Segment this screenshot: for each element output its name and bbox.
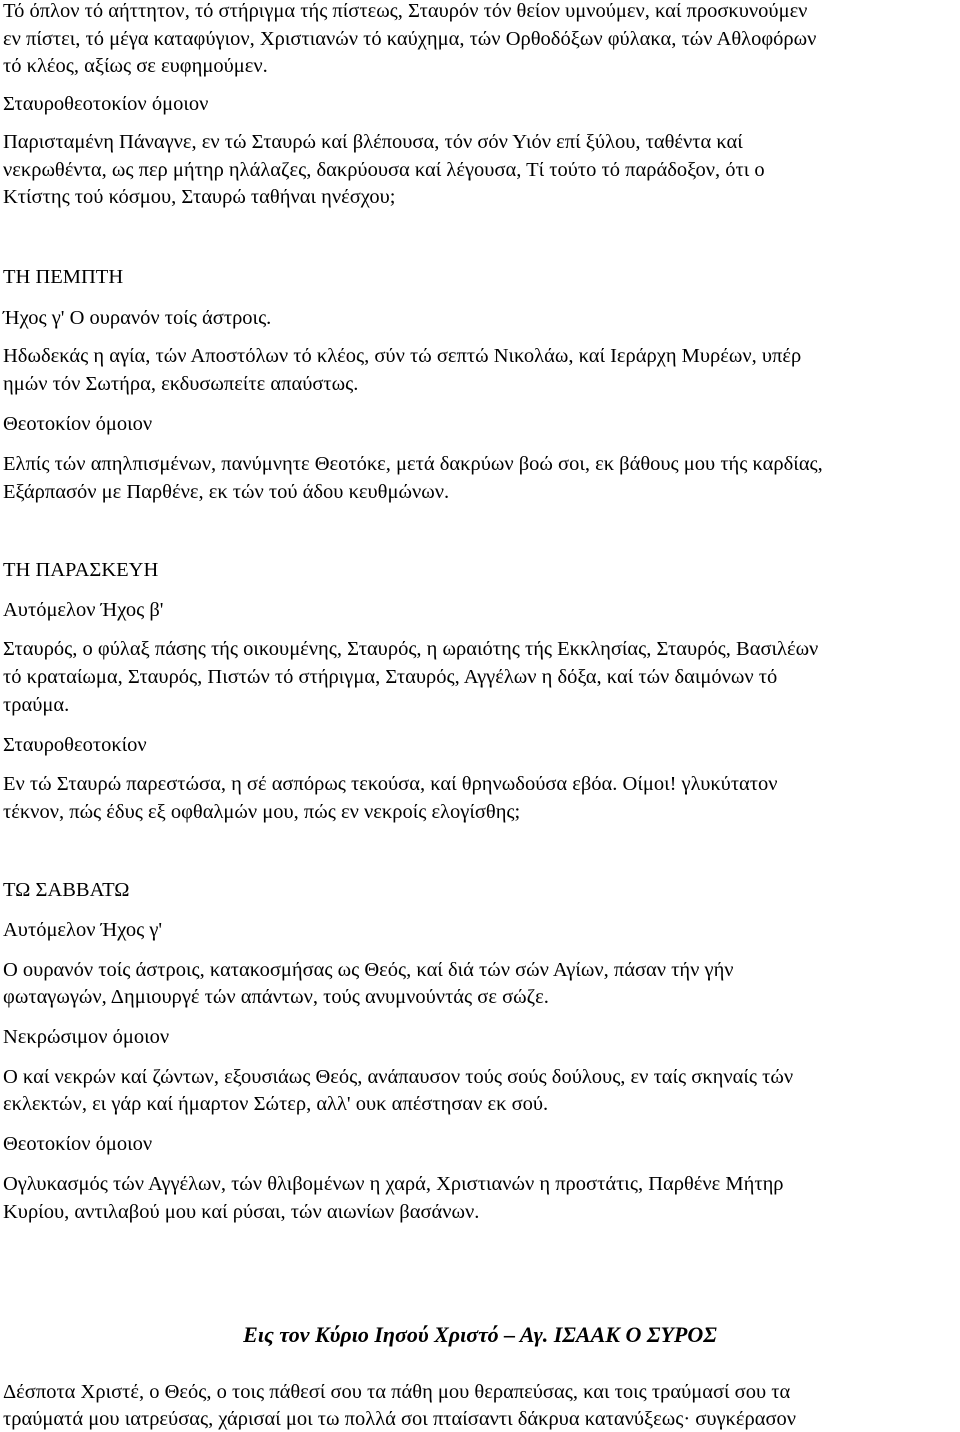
section-subheading: Νεκρώσιμον όμοιον (3, 1026, 170, 1048)
day-heading: ΤΩ ΣΑΒΒΑΤΩ (3, 879, 130, 901)
text-line: Τό όπλον τό αήττητον, τό στήριγμα τής πίστεως, Σταυρόν τόν θείον υμνούμεν, καί προσκυνούμεν (3, 0, 808, 22)
section-subheading: Αυτόμελον Ήχος γ' (3, 919, 163, 941)
text-line: Ογλυκασμός τών Αγγέλων, τών θλιβομένων η χαρά, Χριστιανών η προστάτις, Παρθένε Μήτηρ (3, 1173, 784, 1195)
section-subheading: Θεοτοκίον όμοιον (3, 1133, 153, 1155)
section-subheading: Αυτόμελον Ήχος β' (3, 599, 164, 621)
text-line: Εξάρπασόν με Παρθένε, εκ τών τού άδου κευθμώνων. (3, 481, 450, 503)
text-line: ημών τόν Σωτήρα, εκδυσωπείτε απαύστως. (3, 373, 359, 395)
section-subheading: Ήχος γ' Ο ουρανόν τοίς άστροις. (3, 307, 272, 329)
text-line: Δέσποτα Χριστέ, ο Θεός, ο τοις πάθεσί σου τα πάθη μου θεραπεύσας, και τοις τραύμασί σου τα (3, 1381, 791, 1403)
text-line: τραύμα. (3, 694, 70, 716)
day-heading: ΤΗ ΠΑΡΑΣΚΕΥΗ (3, 559, 159, 581)
text-line: τό κλέος, αξίως σε ευφημούμεν. (3, 55, 268, 77)
section-subheading: Σταυροθεοτοκίον (3, 734, 147, 756)
text-line: τραύματά μου ιατρεύσας, χάρισαί μοι τω πολλά σοι πταίσαντι δάκρυα κατανύξεως· συγκέρασον (3, 1408, 797, 1430)
text-line: Σταυρός, ο φύλαξ πάσης τής οικουμένης, Σταυρός, η ωραιότης τής Εκκλησίας, Σταυρός, Βασιλέων (3, 638, 819, 660)
text-line: Κυρίου, αντιλαβού μου καί ρύσαι, τών αιωνίων βασάνων. (3, 1201, 480, 1223)
text-line: Ο ουρανόν τοίς άστροις, κατακοσμήσας ως Θεός, καί διά τών σών Αγίων, πάσαν τήν γήν (3, 959, 734, 981)
section-subheading: Σταυροθεοτοκίον όμοιον (3, 93, 209, 115)
text-line: Ελπίς τών απηλπισμένων, πανύμνητε Θεοτόκε, μετά δακρύων βοώ σοι, εκ βάθους μου τής καρδίας, (3, 453, 823, 475)
prayer-title: Εις τον Κύριο Ιησού Χριστό – Αγ. ΙΣΑΑΚ Ο ΣΥΡΟΣ (243, 1322, 717, 1347)
day-heading: ΤΗ ΠΕΜΠΤΗ (3, 266, 124, 288)
text-line: νεκρωθέντα, ως περ μήτηρ ηλάλαζες, δακρύουσα καί λέγουσα, Τί τούτο τό παράδοξον, ότι ο (3, 159, 765, 181)
text-line: εκλεκτών, ει γάρ καί ήμαρτον Σώτερ, αλλ' ουκ απέστησαν εκ σού. (3, 1093, 549, 1115)
text-line: Ηδωδεκάς η αγία, τών Αποστόλων τό κλέος, σύν τώ σεπτώ Νικολάω, καί Ιεράρχη Μυρέων, υπέρ (3, 345, 802, 367)
text-line: Εν τώ Σταυρώ παρεστώσα, η σέ ασπόρως τεκούσα, καί θρηνωδούσα εβόα. Οίμοι! γλυκύτατον (3, 773, 778, 795)
text-line: τέκνον, πώς έδυς εξ οφθαλμών μου, πώς εν νεκροίς ελογίσθης; (3, 801, 521, 823)
text-line: Παρισταμένη Πάναγνε, εν τώ Σταυρώ καί βλέπουσα, τόν σόν Υιόν επί ξύλου, ταθέντα καί (3, 131, 743, 153)
text-line: εν πίστει, τό μέγα καταφύγιον, Χριστιανών τό καύχημα, τών Ορθοδόξων φύλακα, τών Αθλοφόρων (3, 28, 817, 50)
text-line: Κτίστης τού κόσμου, Σταυρώ ταθήναι ηνέσχου; (3, 186, 396, 208)
text-line: φωταγωγών, Δημιουργέ τών απάντων, τούς ανυμνούντάς σε σώζε. (3, 986, 549, 1008)
text-line: Ο καί νεκρών καί ζώντων, εξουσιάως Θεός, ανάπαυσον τούς σούς δούλους, εν ταίς σκηναίς τών (3, 1066, 794, 1088)
text-line: τό κραταίωμα, Σταυρός, Πιστών τό στήριγμα, Σταυρός, Αγγέλων η δόξα, καί τών δαιμόνων τό (3, 666, 778, 688)
section-subheading: Θεοτοκίον όμοιον (3, 413, 153, 435)
